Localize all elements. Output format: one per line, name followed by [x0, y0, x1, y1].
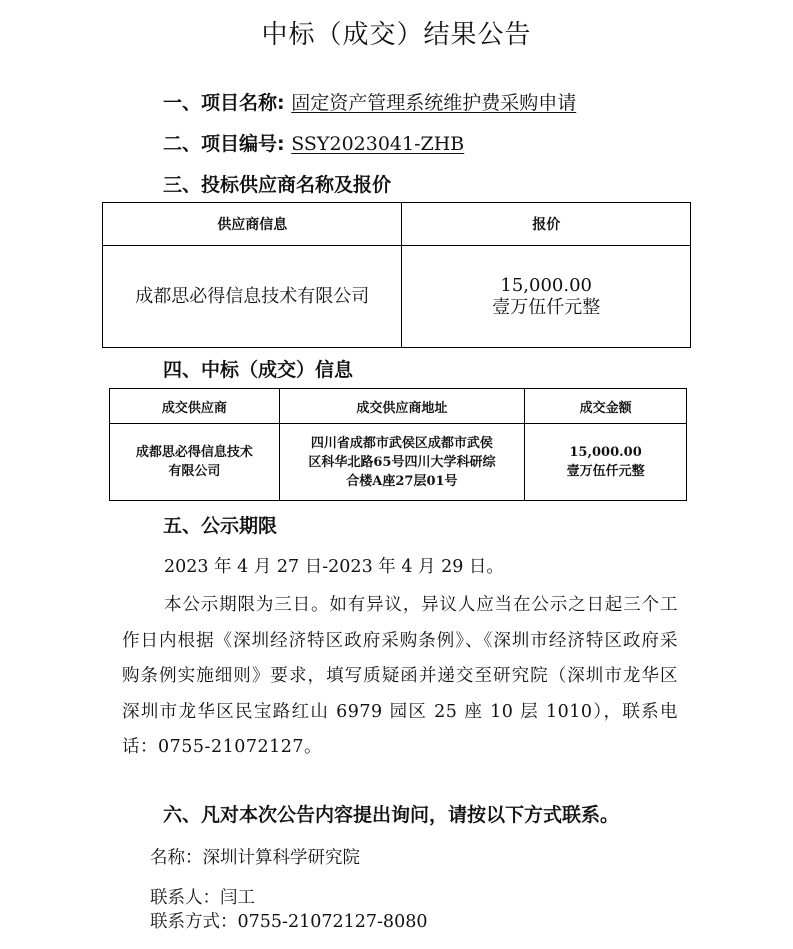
award-header-supplier: 成交供应商: [110, 389, 280, 424]
table-row: [103, 246, 691, 348]
award-table-header: [110, 389, 687, 424]
bid-table-header: [103, 203, 691, 246]
project-name-label: 一、项目名称:: [163, 92, 285, 114]
section-contact-heading: 六、凡对本次公告内容提出询问，请按以下方式联系。: [163, 804, 620, 826]
project-name-line: [163, 88, 576, 115]
award-supplier-line: 成都思必得信息技术: [135, 445, 253, 460]
award-amount-cell: [525, 424, 687, 501]
bid-amount: 15,000.00: [500, 274, 592, 296]
bid-table: [102, 202, 691, 348]
bid-price-cell: [402, 246, 691, 348]
bid-supplier-cell: 成都思必得信息技术有限公司: [103, 246, 402, 348]
section-bidders-heading: 三、投标供应商名称及报价: [163, 174, 392, 196]
project-number-line: [163, 129, 464, 156]
project-number-value: SSY2023041-ZHB: [291, 133, 465, 155]
bid-amount-text: 壹万伍仟元整: [492, 296, 601, 318]
section-period-heading: 五、公示期限: [163, 515, 278, 537]
project-number-label: 二、项目编号:: [163, 133, 285, 155]
page-title: 中标（成交）结果公告: [261, 20, 532, 50]
award-amount: 15,000.00: [569, 445, 642, 460]
bid-header-supplier: 供应商信息: [103, 203, 402, 246]
award-supplier-cell: [110, 424, 280, 501]
award-header-amount: 成交金额: [525, 389, 687, 424]
award-supplier-line: 有限公司: [168, 464, 221, 479]
award-address-line: 合楼A座27层01号: [346, 473, 458, 489]
objection-notice: 本公示期限为三日。如有异议，异议人应当在公示之日起三个工作日内根据《深圳经济特区政府采购条例》、《深圳市经济特区政府采购条例实施细则》要求，填写质疑函并递交至研究院（深圳市龙华区深圳市龙华区民宝路红山 6979 园区 25 座 10 层 1010），联系电话：0755-21072127。: [122, 595, 678, 757]
bid-header-price: 报价: [402, 203, 691, 246]
table-row: [110, 424, 687, 501]
award-amount-text: 壹万伍仟元整: [566, 464, 645, 479]
contact-org-name: 名称：深圳计算科学研究院: [150, 848, 360, 868]
contact-person: 联系人：闫工: [150, 888, 255, 908]
award-table: [109, 388, 687, 501]
award-address-line: 区科华北路65号四川大学科研综: [308, 454, 496, 470]
contact-phone: 联系方式：0755-21072127-8080: [150, 912, 428, 932]
award-address-cell: [279, 424, 525, 501]
award-address-line: 四川省成都市武侯区成都市武侯: [310, 435, 493, 451]
award-header-address: 成交供应商地址: [279, 389, 525, 424]
project-name-value: 固定资产管理系统维护费采购申请: [291, 92, 577, 114]
publicity-period: 2023 年 4 月 27 日-2023 年 4 月 29 日。: [164, 557, 504, 577]
section-award-heading: 四、中标（成交）信息: [163, 359, 354, 381]
